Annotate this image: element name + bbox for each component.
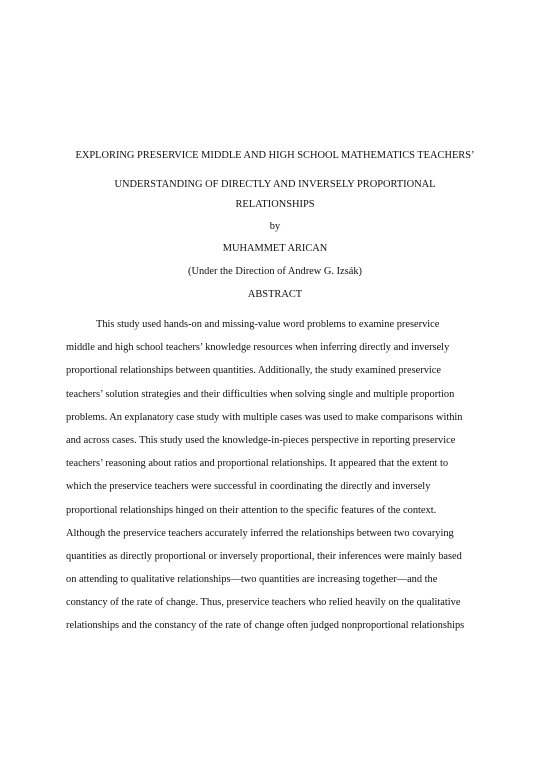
- direction-note: (Under the Direction of Andrew G. Izsák): [188, 266, 362, 277]
- abstract-line-3: proportional relationships between quantities. Additionally, the study examined preservice: [66, 365, 442, 376]
- author-name: MUHAMMET ARICAN: [222, 243, 328, 254]
- abstract-line-11: quantities as directly proportional or inversely proportional, their inferences were mainly based: [66, 551, 462, 562]
- abstract-line-14: relationships and the constancy of the rate of change often judged nonproportional relationships: [66, 620, 465, 631]
- abstract-line-5: problems. An explanatory case study with multiple cases was used to make comparisons within: [66, 412, 463, 423]
- title-line-1: EXPLORING PRESERVICE MIDDLE AND HIGH SCHOOL MATHEMATICS TEACHERS’: [75, 150, 475, 161]
- abstract-line-8: which the preservice teachers were successful in coordinating the directly and inversely: [66, 481, 431, 492]
- abstract-line-10: Although the preservice teachers accurately inferred the relationships between two covarying: [66, 528, 454, 539]
- abstract-line-6: and across cases. This study used the knowledge-in-pieces perspective in reporting preservice: [66, 435, 456, 446]
- abstract-line-13: constancy of the rate of change. Thus, preservice teachers who relied heavily on the qualitative: [66, 597, 461, 608]
- abstract-heading: ABSTRACT: [247, 289, 303, 300]
- abstract-line-2: middle and high school teachers’ knowledge resources when inferring directly and inversely: [66, 342, 450, 353]
- abstract-line-9: proportional relationships hinged on their attention to the specific features of the context.: [66, 505, 437, 516]
- abstract-line-4: teachers’ solution strategies and their difficulties when solving single and multiple proportion: [66, 389, 455, 400]
- title-line-2: UNDERSTANDING OF DIRECTLY AND INVERSELY PROPORTIONAL: [114, 179, 436, 190]
- abstract-line-12: on attending to qualitative relationships—two quantities are increasing together—and the: [66, 574, 438, 585]
- abstract-line-7: teachers’ reasoning about ratios and proportional relationships. It appeared that the extent to: [66, 458, 449, 469]
- abstract-line-1: This study used hands-on and missing-value word problems to examine preservice: [96, 319, 440, 330]
- title-line-3: RELATIONSHIPS: [235, 199, 315, 210]
- by-label: by: [269, 221, 281, 232]
